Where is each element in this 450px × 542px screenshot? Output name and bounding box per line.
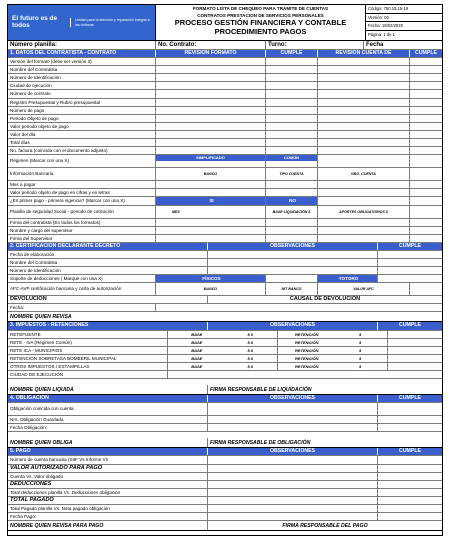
s1-row-0 [8,58,442,66]
s4-row-0-cell-0[interactable] [208,403,378,415]
s1-row-2-cell-0[interactable] [156,74,266,81]
s1-row-10-label: Total días [8,139,156,146]
afc-row [8,283,442,296]
s1-row-4-label: Número de contrato [8,90,156,97]
s1-row-3-cell-0[interactable] [156,82,266,89]
s1-row3-2-cell-1[interactable] [266,235,318,242]
title-small-1: FORMATO LISTA DE CHEQUEO PARA TRAMITE DE CUENTAS [192,6,329,11]
s3-row-2 [8,347,442,355]
soporte-row [8,275,442,283]
s3-base-value: $ 0 [247,331,254,337]
s1-row3-0-label: Firma del contratista (En todos los formatos) [8,219,156,226]
form-date: Fecha: 19/02/2020 [366,22,442,31]
fecha-label[interactable]: Fecha [366,42,384,48]
s1-row2-0 [8,181,442,189]
section-1-rows [8,58,442,155]
s3-ret-cell[interactable] [278,347,388,354]
s5-row-0-label: Número de cuenta bancaria (SIIF Vs Informe Vs [8,456,208,463]
s3-cumple-cell[interactable] [388,363,442,370]
s5-row-4-label: Total deducciones planilla Vs. Deducciones obligación [8,489,208,496]
s1-row-9-label: Valor del día [8,131,156,138]
s3-base-cell[interactable] [168,339,278,346]
s1-row-2-cell-1[interactable] [266,74,318,81]
s3-ret-value: $ [359,363,362,369]
s5-signature-row [8,521,442,531]
s4-row-1-cell-1[interactable] [378,416,442,423]
s3-base-cell[interactable] [168,363,278,370]
s2-cumple-header: CUMPLE [399,242,421,249]
no-cuenta-sub: NRO. CUENTA [318,168,410,180]
s1-row-2-cell-3[interactable] [410,74,442,81]
s5-row-6-cell-1[interactable] [378,505,442,512]
s3-base-label: BASE [191,331,203,337]
s1-row3-2-cell-3[interactable] [410,235,442,242]
s1-row-10-cell-3[interactable] [410,139,442,146]
section-4-title: 4. OBLIGACIÓN [8,395,208,402]
section-5-title: 5. PAGO [8,448,208,455]
s1-row-6-label: Número de pago [8,107,156,114]
section-1-rows-2 [8,181,442,197]
s1-row-3 [8,82,442,90]
s2-row-0-cell-0[interactable] [208,251,378,258]
s1-row3-2 [8,235,442,243]
section-5-rows [8,456,442,521]
s1-row3-2-cell-2[interactable] [318,235,410,242]
s5-row-4 [8,489,442,497]
s5-row-5 [8,497,442,505]
s3-row-3 [8,355,442,363]
s1-row2-0-cell-0[interactable] [156,181,266,188]
tipo-cuenta-sub: TIPO CUENTA [266,168,318,180]
s1-row2-0-cell-2[interactable] [318,181,410,188]
s1-row-11-label: No. factura (coincida con el documento adjunto) [8,147,156,154]
logo-main: El futuro es de todos [12,15,58,29]
planilla-row [8,41,442,50]
quien-revisa-label: NOMBRE QUIEN REVISA [10,314,72,321]
cumple-header: CUMPLE [266,50,318,57]
cumple2-header: CUMPLE [415,50,437,56]
form-code: Código: 750.15.15-19 [366,5,442,14]
s1-row2-1 [8,189,442,197]
s1-row-11-cell-2[interactable] [318,147,410,154]
s1-row-3-label: Ciudad de ejecución [8,82,156,89]
section-1-header [8,50,442,58]
s4-row-1 [8,416,442,424]
firma-pago-label: FIRMA RESPONSABLE DEL PAGO [282,523,368,530]
s1-row-11-cell-0[interactable] [156,147,266,154]
s5-row-2 [8,473,442,481]
s3-row-4 [8,363,442,371]
turno-label[interactable]: Turno: [266,41,364,49]
primer-pago-label: ¿Es primer pago - primera vigencia? (Marcar con una X) [8,197,156,204]
s1-row-0-label: Versión del formato (debe ser versión 3) [8,58,156,65]
s4-row-2-cell-0[interactable] [208,424,378,431]
s3-ret-cell[interactable] [278,355,388,362]
s2-row-1-cell-1[interactable] [378,259,442,266]
s5-row-3 [8,481,442,489]
s1-row-0-cell-0[interactable] [156,58,266,65]
s5-row-2-cell-0[interactable] [208,473,378,480]
section-1-title: 1. DATOS DEL CONTRATISTA - CONTRATO [8,50,156,57]
s1-row3-0-cell-1[interactable] [266,219,318,226]
s1-row-8-label: Valor periodo objeto de pago [8,123,156,130]
s1-row3-2-cell-0[interactable] [156,235,266,242]
s1-row-5 [8,99,442,107]
afc-label: AFC-AVP certificación bancaria y carta de autorización [8,283,156,295]
quien-liquida-label: NOMBRE QUIEN LIQUIDA [8,385,208,394]
s3-ret-cell[interactable] [278,339,388,346]
firma-obl-label: FIRMA RESPONSABLE DE OBLIGACIÓN [210,440,311,447]
s5-row-3-cell-0[interactable] [208,481,378,488]
s1-row-11-cell-1[interactable] [266,147,318,154]
s1-row-6-cell-0[interactable] [156,107,266,114]
s3-row-5 [8,371,442,379]
s1-row2-1-cell-1[interactable] [266,189,318,196]
s1-row2-1-cell-0[interactable] [156,189,266,196]
s1-row-7-cell-0[interactable] [156,115,266,122]
s2-row-0-label: Fecha de elaboración [8,251,208,258]
s1-row-7-cell-3[interactable] [410,115,442,122]
s3-base-label: BASE [191,363,203,369]
s5-row-0-cell-1[interactable] [378,456,442,463]
s2-row-2-cell-0[interactable] [208,267,378,274]
s3-base-label: BASE [191,347,203,353]
s3-base-value: $ 0 [247,339,254,345]
s4-row-0-cell-1[interactable] [378,403,442,415]
s2-row-1-label: Nombre del Contratista [8,259,208,266]
s1-row-5-cell-1[interactable] [266,99,318,106]
s3-cumple-cell[interactable] [388,355,442,362]
s1-row-10-cell-2[interactable] [318,139,410,146]
section-5-header [8,448,442,456]
s1-row2-0-cell-1[interactable] [266,181,318,188]
s1-row-9-cell-1[interactable] [266,131,318,138]
s3-city-cell[interactable] [168,371,442,378]
s1-row-8-cell-0[interactable] [156,123,266,130]
s1-row-1-cell-2[interactable] [318,66,410,73]
planilla-ss-label: Planilla de seguridad Social - periodo de cotización [8,206,156,218]
s1-row-0-cell-1[interactable] [266,58,318,65]
s1-row-6-cell-3[interactable] [410,107,442,114]
s5-row-5-cell-1[interactable] [378,497,442,504]
s3-base-cell[interactable] [168,347,278,354]
s1-row3-0 [8,219,442,227]
s4-cumple-header: CUMPLE [399,395,421,402]
s1-row-7-cell-1[interactable] [266,115,318,122]
s1-row3-0-cell-0[interactable] [156,219,266,226]
s4-obs-header: OBSERVACIONES [208,395,378,402]
s1-row-2 [8,74,442,82]
s5-row-7 [8,513,442,521]
banco-label: Información Bancaria [8,168,156,180]
banco-sub: BANCO [156,168,266,180]
s2-row-0-cell-1[interactable] [378,251,442,258]
s3-ret-cell[interactable] [278,331,388,338]
s3-row-label: OTROS IMPUESTOS / ESTAMPILLAS [8,363,168,370]
s1-row-3-cell-3[interactable] [410,82,442,89]
form-title [156,5,366,40]
s5-row-7-cell-0[interactable] [208,513,378,520]
s1-row-2-cell-2[interactable] [318,74,410,81]
form-page: Página: 1 de 1 [368,31,396,37]
s1-row-6-cell-2[interactable] [318,107,410,114]
logo-block [8,5,156,40]
s4-signature-row [8,438,442,448]
s5-row-5-cell-0[interactable] [208,497,378,504]
section-1-rows-3 [8,219,442,243]
s1-row-5-label: Registro Presupuestal y Rubro presupuestal [8,99,156,106]
s1-row-7-label: Periodo Objeto de pago [8,115,156,122]
rev-format-header: REVISION FORMATO [156,50,266,57]
base-sub: BASE LIQUIDACIÓN $ [266,206,318,218]
s3-base-value: $ 0 [247,355,254,361]
s3-base-label: BASE [191,355,203,361]
s5-row-4-cell-0[interactable] [208,489,378,496]
s5-row-1-label: VALOR AUTORIZADO PARA PAGO [8,465,208,472]
s4-row-1-label: Nro. Obligación Guardada [8,416,208,423]
si-label: SI [156,197,266,204]
s4-row-0-label: Obligación coincida con cuenta [8,403,208,415]
form-version: Versión: 02 [366,14,442,23]
s1-row-4-cell-0[interactable] [156,90,266,97]
s1-row-10-cell-1[interactable] [266,139,318,146]
s1-row3-1-cell-1[interactable] [266,227,318,234]
s2-row-1 [8,259,442,267]
s2-row-2-label: Número de Identificación [8,267,208,274]
s5-row-6 [8,505,442,513]
section-3-rows [8,331,442,380]
devolucion-row [8,296,442,304]
s1-row-4-cell-2[interactable] [318,90,410,97]
s1-row-1-label: Nombre del Contratista [8,66,156,73]
rev-cuenta-header: REVISION CUENTA DE [318,50,410,57]
s5-row-3-cell-1[interactable] [378,481,442,488]
s1-row-1-cell-3[interactable] [410,66,442,73]
s4-row-2 [8,424,442,432]
s3-base-cell[interactable] [168,331,278,338]
s5-row-4-cell-1[interactable] [378,489,442,496]
section-2-rows [8,251,442,275]
s1-row-8-cell-1[interactable] [266,123,318,130]
section-4-header [8,395,442,403]
s3-ret-label: RETENCIÓN [294,339,319,345]
totoro-label: TOTORO [318,275,378,282]
form-header [8,5,442,41]
causal-label: CAUSAL DE DEVOLUCIÓN [289,296,361,303]
primer-pago-row [8,197,442,205]
s1-row-7-cell-2[interactable] [318,115,410,122]
s1-row-5-cell-2[interactable] [318,99,410,106]
s5-row-7-label: Fecha Pago: [8,513,208,520]
soporte-label: Soporte de deducciones ( Marque con una X) [8,275,156,282]
s3-row-label: CIUDAD DE EJECUCIÓN [8,371,168,378]
s1-row-5-cell-0[interactable] [156,99,266,106]
s1-row-6-cell-1[interactable] [266,107,318,114]
afc-banco-sub: BANCO [156,283,266,295]
s1-row-9-cell-0[interactable] [156,131,266,138]
s2-obs-header: OBSERVACIONES [208,243,378,250]
devolucion-label: DEVOLUCIÓN [8,296,208,303]
title-big-1: PROCESO GESTIÓN FINANCIERA Y CONTABLE [174,18,347,27]
s5-row-2-cell-1[interactable] [378,473,442,480]
s2-row-2 [8,267,442,275]
s1-row3-1 [8,227,442,235]
section-2-header [8,243,442,251]
s1-row-0-cell-3[interactable] [410,58,442,65]
s2-signature-row [8,312,442,322]
regimen-label: Régimen (Marcar con una X) [8,155,156,167]
s3-ret-value: $ [359,339,362,345]
comun-label: COMÚN [266,155,317,161]
s1-row-3-cell-2[interactable] [318,82,410,89]
logo-sub: Unidad para la atención y reparación integral a las víctimas [70,18,151,26]
s5-row-6-cell-0[interactable] [208,505,378,512]
s1-row-8-cell-2[interactable] [318,123,410,130]
s5-row-0 [8,456,442,464]
s1-row2-1-cell-3[interactable] [410,189,442,196]
s3-base-value: $ 0 [247,363,254,369]
s3-row-label: RETEFUENTE [8,331,168,338]
form-meta [366,5,442,40]
s1-row3-2-label: Firma del Supervisor [8,235,156,242]
s5-row-0-cell-0[interactable] [208,456,378,463]
planilla-ss-row [8,206,442,219]
s3-cumple-cell[interactable] [388,339,442,346]
s2-row-2-cell-1[interactable] [378,267,442,274]
s1-row-4-cell-3[interactable] [410,90,442,97]
section-3-title: 3. IMPUESTOS - RETENCIONES [8,322,208,329]
fisicos-label: FÍSICOS [156,275,266,282]
s1-row2-1-cell-2[interactable] [318,189,410,196]
s3-row-0 [8,331,442,339]
s1-row-1 [8,66,442,74]
s3-ret-label: RETENCIÓN [294,363,319,369]
s3-cumple-cell[interactable] [388,331,442,338]
s1-row-7 [8,115,442,123]
s3-ret-cell[interactable] [278,363,388,370]
s1-row-3-cell-1[interactable] [266,82,318,89]
s5-row-1-cell-1[interactable] [378,465,442,472]
s1-row2-0-label: Mes a pagar [8,181,156,188]
firma-liq-label: FIRMA RESPONSABLE DE LIQUIDACIÓN [210,387,312,394]
s1-row3-1-cell-2[interactable] [318,227,410,234]
s3-base-label: BASE [191,339,203,345]
s4-row-2-cell-1[interactable] [378,424,442,431]
s3-row-1 [8,339,442,347]
s5-row-2-label: Cuenta Vs. Valor obligado [8,473,208,480]
s1-row-9 [8,131,442,139]
s5-cumple-header: CUMPLE [399,448,421,455]
s1-row-11 [8,147,442,155]
s3-row-label: RETENCIÓN SOBRETASA BOMBERIL MUNICIPAL [8,355,168,362]
s1-row-4-cell-1[interactable] [266,90,318,97]
section-2-title: 2. CERTIFICACIÓN DECLARANTE DECRETO [8,243,208,250]
s1-row-11-cell-3[interactable] [410,147,442,154]
quien-obliga-label: NOMBRE QUIEN OBLIGA [8,438,208,447]
simplificado-label: SIMPLIFICADO [156,155,265,161]
s3-ret-value: $ [359,347,362,353]
s3-ret-label: RETENCIÓN [294,347,319,353]
s1-row-6 [8,107,442,115]
s1-row-8 [8,123,442,131]
checklist-form [7,4,443,536]
s1-row-0-cell-2[interactable] [318,58,410,65]
s3-row-label: RETE ICA - MUNICIPIOS [8,347,168,354]
s3-obs-header: OBSERVACIONES [208,322,378,329]
s1-row2-1-label: Valor periodo objeto de pago en cifras y en letras [8,189,156,196]
s4-row-1-cell-0[interactable] [208,416,378,423]
s5-obs-header: OBSERVACIONES [208,448,378,455]
s1-row3-1-cell-3[interactable] [410,227,442,234]
s1-row-5-cell-3[interactable] [410,99,442,106]
aportes-sub: APORTES OBLIGATORIOS $ [318,206,410,218]
s3-signature-row [8,385,442,395]
s5-row-3-label: DEDUCCIONES [8,481,208,488]
s1-row-9-cell-2[interactable] [318,131,410,138]
s3-base-cell[interactable] [168,355,278,362]
s1-row3-0-cell-3[interactable] [410,219,442,226]
s5-row-6-label: Total Pagado planilla Vs. Nota pagado obligación [8,505,208,512]
s1-row-10 [8,139,442,147]
s3-ret-value: $ [359,355,362,361]
s1-row-2-label: Número de Identificación [8,74,156,81]
s4-row-0 [8,403,442,416]
section-4-rows [8,403,442,432]
quien-revisa-pago-label: NOMBRE QUIEN REVISA PARA PAGO [8,521,208,530]
s3-cumple-cell[interactable] [388,347,442,354]
mes-sub: MES [156,206,266,218]
regimen-row [8,155,442,168]
s5-row-5-label: TOTAL PAGADO [8,497,208,504]
s4-row-2-label: Fecha Obligación: [8,424,208,431]
s1-row2-0-cell-3[interactable] [410,181,442,188]
s1-row-1-cell-1[interactable] [266,66,318,73]
s5-row-1 [8,465,442,473]
s2-row-1-cell-0[interactable] [208,259,378,266]
s1-row-4 [8,90,442,98]
no-label: NO [266,197,318,204]
s5-row-7-cell-1[interactable] [378,513,442,520]
title-small-2: CONTRATOS PRESTACION DE SERVICIOS PERSONALES [197,12,324,18]
s1-row-8-cell-3[interactable] [410,123,442,130]
s5-row-1-cell-0[interactable] [208,465,378,472]
s3-row-label: RETE - IVA (Régimen Común) [8,339,168,346]
afc-valor-sub: VALOR AFC [318,283,410,295]
title-big-2: PROCEDIMIENTO PAGOS [214,27,307,36]
s3-ret-value: $ [359,331,362,337]
s1-row-10-cell-0[interactable] [156,139,266,146]
s3-cumple-header: CUMPLE [399,322,421,329]
s3-base-value: $ 0 [247,347,254,353]
section-3-header [8,322,442,330]
s1-row3-1-label: Nombre y cargo del supervisor [8,227,156,234]
s2-fecha-label: Fecha: [8,304,156,311]
s1-row3-0-cell-2[interactable] [318,219,410,226]
s1-row3-1-cell-0[interactable] [156,227,266,234]
s2-fecha-row [8,304,442,312]
afc-nit-sub: NIT BANCO [266,283,318,295]
banco-row [8,168,442,181]
contrato-label[interactable]: No. Contrato: [156,41,266,49]
s3-ret-label: RETENCIÓN [294,355,319,361]
s3-ret-label: RETENCIÓN [294,331,319,337]
s1-row-9-cell-3[interactable] [410,131,442,138]
planilla-label[interactable]: Número planilla: [8,41,156,49]
s1-row-1-cell-0[interactable] [156,66,266,73]
s2-row-0 [8,251,442,259]
